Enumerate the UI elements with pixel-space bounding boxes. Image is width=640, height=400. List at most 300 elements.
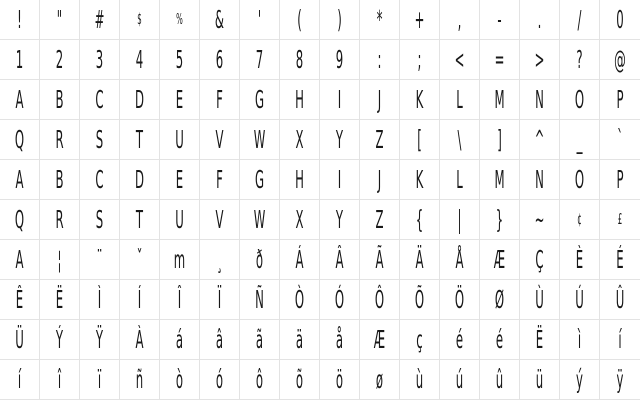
- glyph-character: Ø: [494, 285, 505, 314]
- glyph-cell[interactable]: [160, 120, 200, 160]
- glyph-character: Ê: [15, 285, 24, 314]
- glyph-cell[interactable]: [520, 0, 560, 40]
- glyph-cell[interactable]: [320, 80, 360, 120]
- glyph-character: Ã: [375, 245, 384, 274]
- glyph-character: A: [15, 165, 24, 194]
- glyph-cell[interactable]: [320, 280, 360, 320]
- glyph-cell[interactable]: [40, 120, 80, 160]
- glyph-character: Q: [14, 125, 25, 154]
- glyph-cell[interactable]: [600, 360, 640, 400]
- glyph-cell[interactable]: [600, 120, 640, 160]
- glyph-character: X: [295, 125, 304, 154]
- glyph-cell[interactable]: [240, 80, 280, 120]
- glyph-cell[interactable]: [320, 360, 360, 400]
- glyph-cell[interactable]: [560, 80, 600, 120]
- glyph-character: S: [95, 125, 104, 154]
- glyph-character: :: [377, 45, 382, 74]
- glyph-character: |: [457, 205, 462, 234]
- glyph-cell[interactable]: [40, 160, 80, 200]
- glyph-character: î: [57, 365, 62, 394]
- glyph-character: #: [94, 5, 105, 34]
- glyph-cell[interactable]: [200, 280, 240, 320]
- glyph-character: I: [337, 165, 342, 194]
- glyph-cell[interactable]: [480, 0, 520, 40]
- glyph-cell[interactable]: [160, 200, 200, 240]
- glyph-character: Ì: [97, 285, 102, 314]
- glyph-cell[interactable]: [40, 200, 80, 240]
- glyph-character: ': [257, 5, 262, 34]
- glyph-character: ö: [335, 365, 344, 394]
- glyph-cell[interactable]: [520, 240, 560, 280]
- glyph-cell[interactable]: [280, 40, 320, 80]
- glyph-cell[interactable]: [400, 320, 440, 360]
- glyph-character: ˇ: [136, 245, 143, 274]
- glyph-cell[interactable]: [0, 280, 40, 320]
- glyph-cell[interactable]: [80, 360, 120, 400]
- glyph-cell[interactable]: [480, 160, 520, 200]
- glyph-character: D: [134, 85, 145, 114]
- glyph-cell[interactable]: [520, 280, 560, 320]
- glyph-cell[interactable]: [520, 40, 560, 80]
- glyph-cell[interactable]: [120, 280, 160, 320]
- glyph-character: L: [456, 165, 463, 194]
- glyph-cell[interactable]: [360, 80, 400, 120]
- glyph-character: ù: [415, 365, 424, 394]
- glyph-cell[interactable]: [80, 120, 120, 160]
- glyph-cell[interactable]: [520, 320, 560, 360]
- glyph-cell[interactable]: [600, 320, 640, 360]
- glyph-character: D: [134, 165, 145, 194]
- glyph-character: Ä: [415, 245, 424, 274]
- glyph-cell[interactable]: [600, 0, 640, 40]
- glyph-character: ï: [97, 365, 102, 394]
- glyph-character: û: [495, 365, 504, 394]
- glyph-cell[interactable]: [600, 240, 640, 280]
- glyph-cell[interactable]: [80, 240, 120, 280]
- glyph-character: H: [295, 165, 304, 194]
- glyph-cell[interactable]: [200, 360, 240, 400]
- glyph-cell[interactable]: [560, 40, 600, 80]
- glyph-character: È: [575, 245, 584, 274]
- glyph-cell[interactable]: [440, 80, 480, 120]
- glyph-cell[interactable]: [560, 120, 600, 160]
- glyph-character: À: [135, 325, 144, 354]
- glyph-character: H: [295, 85, 304, 114]
- glyph-character: Ô: [374, 285, 385, 314]
- glyph-cell[interactable]: [320, 120, 360, 160]
- glyph-cell[interactable]: [480, 240, 520, 280]
- glyph-character: Ú: [575, 285, 584, 314]
- glyph-cell[interactable]: [0, 360, 40, 400]
- glyph-character: Ç: [535, 245, 544, 274]
- glyph-character: 6: [215, 45, 224, 74]
- glyph-cell[interactable]: [360, 160, 400, 200]
- glyph-character: A: [15, 245, 24, 274]
- glyph-character: é: [455, 325, 464, 354]
- glyph-cell[interactable]: [200, 0, 240, 40]
- glyph-character: O: [574, 85, 585, 114]
- glyph-cell[interactable]: [320, 200, 360, 240]
- glyph-character: Z: [375, 205, 384, 234]
- glyph-character: ñ: [135, 365, 144, 394]
- glyph-character: S: [95, 205, 104, 234]
- glyph-cell[interactable]: [440, 160, 480, 200]
- glyph-cell[interactable]: [200, 320, 240, 360]
- glyph-cell[interactable]: [40, 240, 80, 280]
- glyph-character: í: [618, 325, 622, 354]
- glyph-character: é: [495, 325, 504, 354]
- glyph-character: O: [574, 165, 585, 194]
- glyph-character: (: [297, 5, 302, 34]
- glyph-cell[interactable]: [280, 360, 320, 400]
- glyph-cell[interactable]: [80, 80, 120, 120]
- glyph-cell[interactable]: [240, 280, 280, 320]
- glyph-cell[interactable]: [480, 120, 520, 160]
- glyph-character: U: [175, 205, 184, 234]
- glyph-character: Ù: [535, 285, 544, 314]
- glyph-character: 9: [335, 45, 344, 74]
- glyph-cell[interactable]: [560, 200, 600, 240]
- glyph-cell[interactable]: [240, 240, 280, 280]
- glyph-character: [: [417, 125, 422, 154]
- glyph-cell[interactable]: [600, 160, 640, 200]
- glyph-cell[interactable]: [320, 160, 360, 200]
- glyph-character: W: [253, 125, 266, 154]
- glyph-cell[interactable]: [120, 120, 160, 160]
- glyph-character: E: [175, 165, 184, 194]
- glyph-cell[interactable]: [560, 160, 600, 200]
- glyph-cell[interactable]: [600, 40, 640, 80]
- glyph-cell[interactable]: [120, 200, 160, 240]
- glyph-cell[interactable]: [560, 0, 600, 40]
- glyph-cell[interactable]: [400, 160, 440, 200]
- glyph-cell[interactable]: [400, 0, 440, 40]
- glyph-character: \: [457, 125, 462, 154]
- glyph-character: Ü: [15, 325, 24, 354]
- glyph-cell[interactable]: [480, 320, 520, 360]
- glyph-character: ": [56, 5, 63, 34]
- glyph-cell[interactable]: [120, 320, 160, 360]
- glyph-cell[interactable]: [360, 40, 400, 80]
- glyph-character: Ý: [55, 325, 64, 354]
- glyph-cell[interactable]: [200, 200, 240, 240]
- glyph-cell[interactable]: [520, 200, 560, 240]
- glyph-character: ¨: [96, 245, 103, 274]
- glyph-character: Ë: [535, 325, 544, 354]
- glyph-character: @: [614, 45, 626, 74]
- glyph-cell[interactable]: [280, 0, 320, 40]
- glyph-cell[interactable]: [0, 240, 40, 280]
- glyph-character: B: [55, 85, 64, 114]
- glyph-character: M: [494, 85, 505, 114]
- glyph-cell[interactable]: [40, 320, 80, 360]
- glyph-cell[interactable]: [560, 320, 600, 360]
- glyph-cell[interactable]: [120, 240, 160, 280]
- glyph-character: ú: [455, 365, 464, 394]
- glyph-cell[interactable]: [120, 160, 160, 200]
- glyph-cell[interactable]: [400, 360, 440, 400]
- glyph-character: {: [415, 205, 424, 234]
- glyph-cell[interactable]: [200, 160, 240, 200]
- glyph-cell[interactable]: [0, 40, 40, 80]
- glyph-cell[interactable]: [40, 280, 80, 320]
- glyph-character: I: [337, 85, 342, 114]
- glyph-character: 0: [616, 5, 624, 34]
- glyph-cell[interactable]: [240, 360, 280, 400]
- glyph-cell[interactable]: [0, 0, 40, 40]
- glyph-character: %: [176, 10, 183, 28]
- glyph-cell[interactable]: [440, 200, 480, 240]
- glyph-cell[interactable]: [200, 40, 240, 80]
- glyph-character: ]: [497, 125, 502, 154]
- glyph-character: Y: [335, 125, 344, 154]
- glyph-cell[interactable]: [80, 160, 120, 200]
- glyph-cell[interactable]: [0, 320, 40, 360]
- glyph-character: -: [497, 5, 502, 34]
- glyph-cell[interactable]: [120, 360, 160, 400]
- glyph-cell[interactable]: [240, 120, 280, 160]
- glyph-cell[interactable]: [40, 0, 80, 40]
- glyph-cell[interactable]: [320, 320, 360, 360]
- glyph-cell[interactable]: [240, 40, 280, 80]
- glyph-cell[interactable]: [160, 160, 200, 200]
- glyph-cell[interactable]: [120, 40, 160, 80]
- glyph-character: 7: [255, 45, 264, 74]
- glyph-character: *: [376, 5, 383, 34]
- glyph-cell[interactable]: [40, 80, 80, 120]
- glyph-character: N: [535, 165, 544, 194]
- glyph-cell[interactable]: [400, 200, 440, 240]
- glyph-character: W: [253, 205, 266, 234]
- glyph-character: X: [295, 205, 304, 234]
- glyph-cell[interactable]: [240, 320, 280, 360]
- glyph-cell[interactable]: [0, 80, 40, 120]
- glyph-character: N: [535, 85, 544, 114]
- glyph-cell[interactable]: [160, 80, 200, 120]
- glyph-cell[interactable]: [400, 120, 440, 160]
- glyph-cell[interactable]: [480, 40, 520, 80]
- glyph-cell[interactable]: [440, 40, 480, 80]
- glyph-character: J: [377, 85, 382, 114]
- glyph-cell[interactable]: [360, 200, 400, 240]
- glyph-character: 8: [295, 45, 304, 74]
- glyph-cell[interactable]: [280, 160, 320, 200]
- glyph-cell[interactable]: [400, 240, 440, 280]
- glyph-character: $: [137, 10, 142, 28]
- glyph-character: }: [495, 205, 504, 234]
- glyph-character: !: [17, 5, 22, 34]
- glyph-cell[interactable]: [80, 200, 120, 240]
- glyph-cell[interactable]: [160, 280, 200, 320]
- glyph-cell[interactable]: [480, 360, 520, 400]
- glyph-character: Ï: [217, 285, 222, 314]
- glyph-character: E: [175, 85, 184, 114]
- glyph-cell[interactable]: [280, 280, 320, 320]
- glyph-cell[interactable]: [480, 200, 520, 240]
- glyph-character: R: [55, 205, 64, 234]
- glyph-cell[interactable]: [0, 200, 40, 240]
- glyph-cell[interactable]: [40, 40, 80, 80]
- glyph-cell[interactable]: [240, 0, 280, 40]
- glyph-character: /: [577, 5, 582, 34]
- glyph-cell[interactable]: [200, 120, 240, 160]
- glyph-character: ;: [417, 45, 422, 74]
- glyph-character: Õ: [414, 285, 425, 314]
- glyph-character: 5: [175, 45, 184, 74]
- glyph-cell[interactable]: [160, 240, 200, 280]
- glyph-character: .: [537, 5, 542, 34]
- glyph-character: T: [135, 125, 144, 154]
- glyph-character: Û: [615, 285, 625, 314]
- glyph-character: C: [95, 165, 104, 194]
- glyph-character: P: [616, 85, 624, 114]
- glyph-character: J: [377, 165, 382, 194]
- glyph-character: Ó: [334, 285, 345, 314]
- glyph-character: ¸: [216, 245, 223, 274]
- glyph-cell[interactable]: [240, 160, 280, 200]
- glyph-cell[interactable]: [320, 240, 360, 280]
- glyph-character: ¢: [577, 210, 582, 228]
- glyph-character: Ö: [454, 285, 465, 314]
- glyph-character: ã: [255, 325, 264, 354]
- glyph-character: ý: [576, 365, 583, 394]
- glyph-cell[interactable]: [440, 240, 480, 280]
- glyph-cell[interactable]: [320, 0, 360, 40]
- glyph-character: K: [415, 165, 424, 194]
- glyph-cell[interactable]: [80, 0, 120, 40]
- glyph-character: G: [254, 165, 265, 194]
- glyph-cell[interactable]: [360, 0, 400, 40]
- glyph-cell[interactable]: [600, 80, 640, 120]
- glyph-character: Å: [455, 245, 464, 274]
- glyph-cell[interactable]: [440, 320, 480, 360]
- glyph-cell[interactable]: [400, 80, 440, 120]
- glyph-cell[interactable]: [0, 160, 40, 200]
- glyph-character: B: [55, 165, 64, 194]
- glyph-cell[interactable]: [440, 0, 480, 40]
- glyph-character: M: [494, 165, 505, 194]
- glyph-cell[interactable]: [80, 320, 120, 360]
- glyph-character: å: [335, 325, 344, 354]
- glyph-cell[interactable]: [360, 320, 400, 360]
- glyph-character: ü: [535, 365, 544, 394]
- glyph-character: Ñ: [255, 285, 264, 314]
- glyph-character: ó: [215, 365, 224, 394]
- glyph-cell[interactable]: [160, 320, 200, 360]
- glyph-cell[interactable]: [360, 240, 400, 280]
- glyph-character: G: [254, 85, 265, 114]
- glyph-character: 3: [95, 45, 104, 74]
- glyph-character: <: [454, 45, 465, 74]
- glyph-cell[interactable]: [200, 240, 240, 280]
- glyph-character: Í: [137, 285, 142, 314]
- glyph-character: ~: [534, 205, 545, 234]
- glyph-character: í: [17, 365, 22, 394]
- glyph-character: 1: [15, 45, 24, 74]
- glyph-character: Æ: [493, 245, 506, 274]
- glyph-cell[interactable]: [120, 0, 160, 40]
- glyph-character: 4: [135, 45, 144, 74]
- glyph-character: ^: [534, 125, 545, 154]
- glyph-character: Ë: [55, 285, 64, 314]
- glyph-character: ): [337, 5, 342, 34]
- glyph-cell[interactable]: [280, 120, 320, 160]
- glyph-character: _: [576, 125, 583, 154]
- glyph-cell[interactable]: [80, 40, 120, 80]
- glyph-character: Q: [14, 205, 25, 234]
- glyph-cell[interactable]: [80, 280, 120, 320]
- glyph-character: Â: [335, 245, 344, 274]
- glyph-character: +: [414, 5, 425, 34]
- glyph-cell[interactable]: [400, 280, 440, 320]
- glyph-cell[interactable]: [200, 80, 240, 120]
- glyph-character: =: [494, 45, 505, 74]
- glyph-cell[interactable]: [320, 40, 360, 80]
- glyph-cell[interactable]: [440, 280, 480, 320]
- glyph-character: õ: [295, 365, 304, 394]
- glyph-cell[interactable]: [360, 360, 400, 400]
- glyph-cell[interactable]: [520, 360, 560, 400]
- glyph-cell[interactable]: [440, 120, 480, 160]
- glyph-character: ô: [255, 365, 264, 394]
- glyph-cell[interactable]: [480, 280, 520, 320]
- glyph-cell[interactable]: [160, 360, 200, 400]
- glyph-character: K: [415, 85, 424, 114]
- glyph-cell[interactable]: [160, 40, 200, 80]
- glyph-cell[interactable]: [280, 80, 320, 120]
- glyph-cell[interactable]: [280, 240, 320, 280]
- glyph-cell[interactable]: [400, 40, 440, 80]
- glyph-cell[interactable]: [240, 200, 280, 240]
- glyph-character: Ò: [294, 285, 305, 314]
- glyph-cell[interactable]: [280, 320, 320, 360]
- glyph-cell[interactable]: [520, 160, 560, 200]
- glyph-character: U: [175, 125, 184, 154]
- glyph-character: £: [617, 210, 623, 228]
- glyph-character: ä: [295, 325, 304, 354]
- glyph-cell[interactable]: [440, 360, 480, 400]
- glyph-cell[interactable]: [600, 200, 640, 240]
- glyph-cell[interactable]: [600, 280, 640, 320]
- glyph-character: ì: [577, 325, 582, 354]
- glyph-cell[interactable]: [560, 280, 600, 320]
- glyph-character: T: [135, 205, 144, 234]
- glyph-cell[interactable]: [120, 80, 160, 120]
- glyph-character: m: [173, 245, 186, 274]
- glyph-character: Ÿ: [95, 325, 104, 354]
- glyph-character: `: [617, 125, 623, 154]
- glyph-character: ?: [576, 45, 583, 74]
- glyph-cell[interactable]: [480, 80, 520, 120]
- glyph-character: V: [215, 205, 224, 234]
- glyph-character: Z: [375, 125, 384, 154]
- glyph-character: Á: [295, 245, 304, 274]
- glyph-cell[interactable]: [520, 80, 560, 120]
- glyph-character: É: [616, 245, 624, 274]
- glyph-cell[interactable]: [280, 200, 320, 240]
- glyph-cell[interactable]: [40, 360, 80, 400]
- glyph-character: ¦: [57, 245, 62, 274]
- glyph-cell[interactable]: [360, 120, 400, 160]
- glyph-cell[interactable]: [360, 280, 400, 320]
- glyph-cell[interactable]: [560, 240, 600, 280]
- glyph-character: >: [534, 45, 545, 74]
- glyph-cell[interactable]: [160, 0, 200, 40]
- glyph-character: Î: [177, 285, 182, 314]
- glyph-cell[interactable]: [560, 360, 600, 400]
- glyph-cell[interactable]: [520, 120, 560, 160]
- glyph-cell[interactable]: [0, 120, 40, 160]
